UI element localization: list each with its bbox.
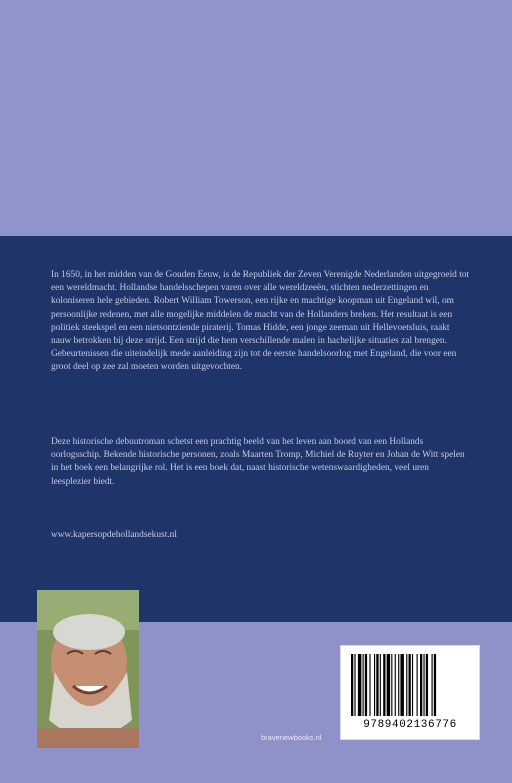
barcode-bar [358,654,361,716]
barcode-bar [432,654,433,716]
barcode-bar [409,654,411,716]
barcode-bar [380,654,381,716]
isbn-barcode [340,645,480,740]
barcode-bar [351,654,353,716]
barcode-bar [426,654,428,716]
barcode-bar [434,654,436,716]
barcode-bar [376,654,378,716]
barcode-bar [412,654,413,716]
barcode-bar [417,654,418,716]
barcode-bar [400,654,403,716]
barcode-bar [374,654,375,716]
blurb-paragraph-2: Deze historische debuutroman schetst een prachtig beeld van het leven aan boord van een Hollands oorlogsschip. Bekende historische personen, zoals Maarten Tromp, Michiel de Ruyter en Johan de Witt spelen in het boek een belangrijke rol. Het is een boek dat, naast historische wetenswaardigheden, veel uren leesplezier biedt. [51,437,465,487]
barcode-bar [420,654,422,716]
author-photo [37,590,139,748]
barcode-bar [395,654,396,716]
website-link: www.kapersopdehollandsekust.nl [51,530,177,540]
author-portrait-icon [37,590,139,748]
barcode-bar [369,654,370,716]
barcode-bars [349,654,471,716]
barcode-bar [387,654,390,716]
barcode-bar [423,654,424,716]
isbn-number: 9789402136776 [363,719,457,731]
blurb-paragraph-1: In 1650, in het midden van de Gouden Eeuw, is de Republiek der Zeven Verenigde Nederlanden uitgegroeid tot een wereldmacht. Hollandse handelsschepen varen over alle wereldzeeën, stichten nederzettingen en koloniseren hele gebieden. Robert William Towerson, een rijke en machtige koopman uit Engeland wil, om persoonlijke redenen, met alle mogelijke middelen de macht van de Hollanders breken. Het resultaat is een politiek steekspel en een nietsontziende piraterij. Tomas Hidde, een jonge zeeman uit Hellevoetsluis, raakt nauw betrokken bij deze strijd. Een strijd die hem verschillende malen in hachelijke situaties zal brengen. Gebeurtenissen die uiteindelijk mede aanleiding zijn tot de eerste handelsoorlog met Engeland, die voor een groot deel op zee zal moeten worden uitgevochten. [51,270,470,373]
barcode-bar [406,654,407,716]
barcode-bar [363,654,364,716]
cover-top-band [0,0,512,236]
barcode-bar [391,654,392,716]
publisher-label: bravenewbooks.nl [261,733,322,742]
barcode-bar [354,654,355,716]
barcode-bar [365,654,367,716]
barcode-bar [383,654,385,716]
barcode-bar [398,654,399,716]
